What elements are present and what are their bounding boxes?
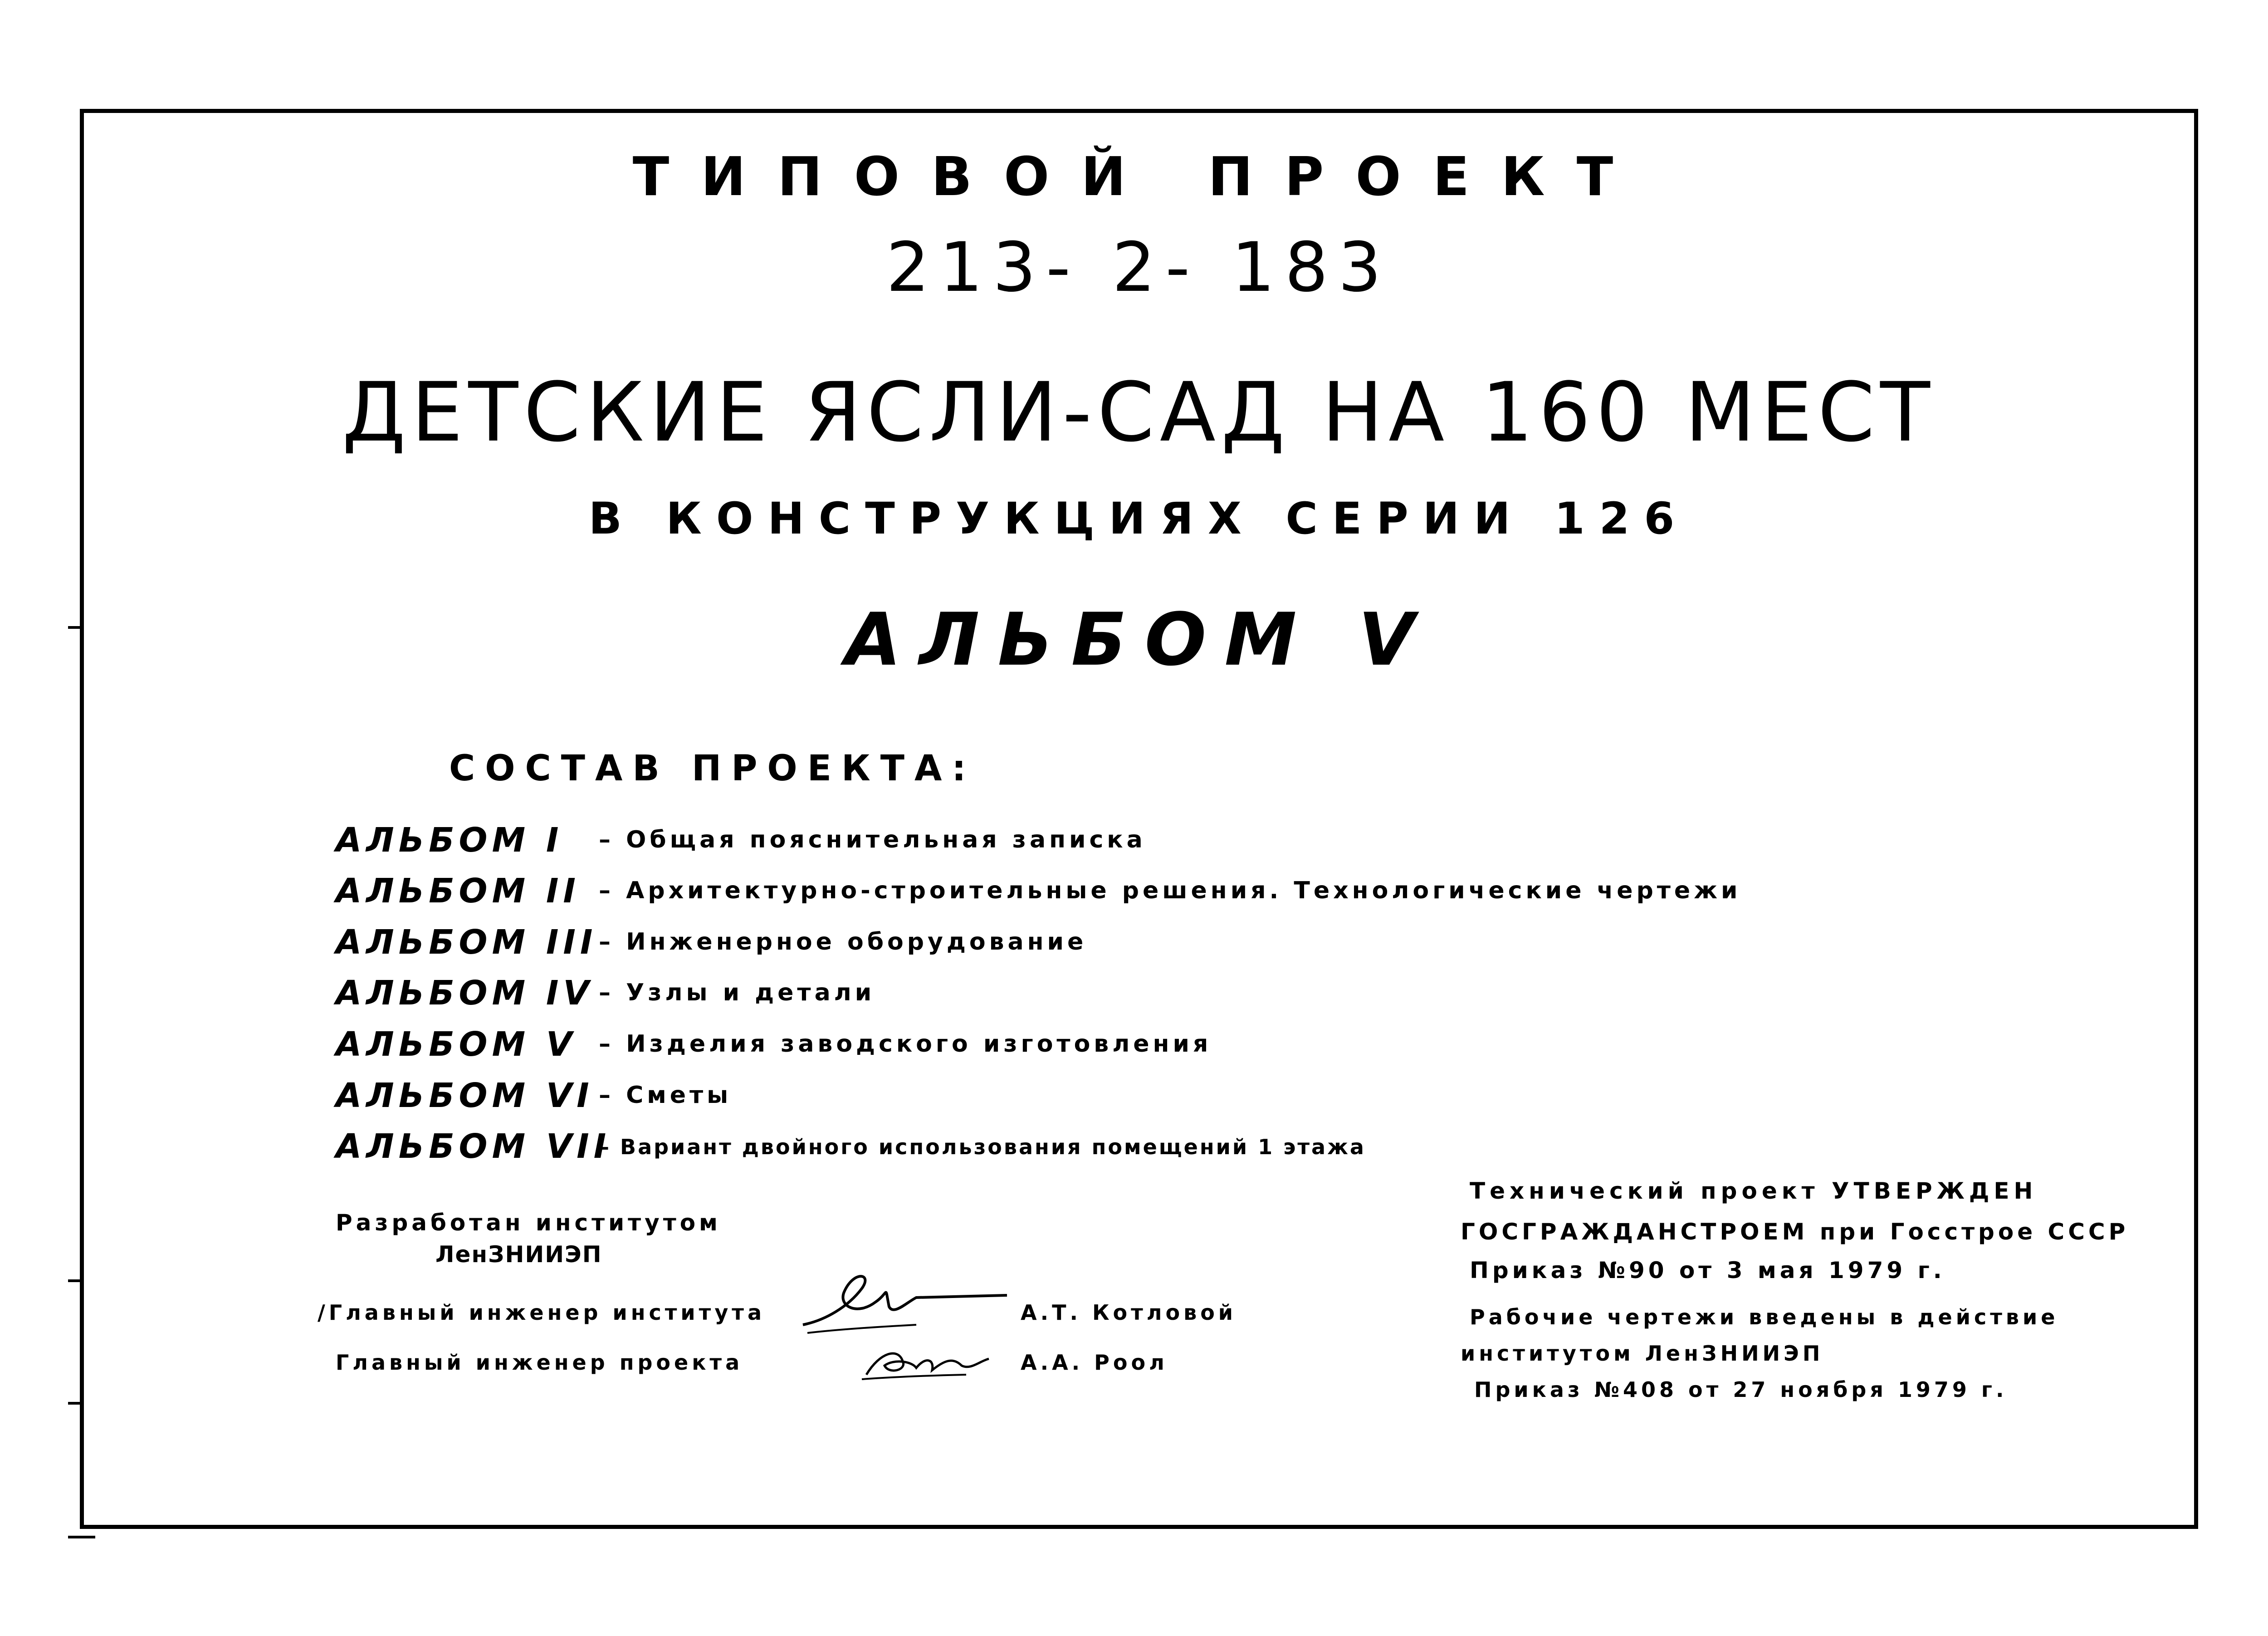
album-description: – Вариант двойного использования помещений 1 этажа: [599, 1135, 1366, 1159]
album-label: АЛЬБОМ IV: [336, 974, 594, 1013]
developer-label: Разработан институтом: [336, 1210, 721, 1236]
doc-type-heading: ТИПОВОЙ ПРОЕКТ: [632, 145, 1645, 208]
project-engineer-signature: [857, 1334, 993, 1388]
project-engineer-label: Главный инженер проекта: [336, 1350, 743, 1375]
margin-tick: [68, 1536, 95, 1538]
album-description: – Узлы и детали: [599, 979, 875, 1006]
album-description: – Архитектурно-строительные решения. Технологические чертежи: [599, 877, 1741, 904]
project-title: ДЕТСКИЕ ЯСЛИ-САД НА 160 МЕСТ: [342, 365, 1936, 460]
approval-line: институтом ЛенЗНИИЭП: [1461, 1341, 1824, 1366]
album-description: – Инженерное оборудование: [599, 928, 1087, 955]
approval-line: Технический проект УТВЕРЖДЕН: [1470, 1178, 2038, 1204]
chief-engineer-signature: [798, 1252, 1016, 1343]
album-label: АЛЬБОМ I: [336, 821, 563, 860]
album-label: АЛЬБОМ III: [336, 923, 597, 962]
chief-engineer-name: А.Т. Котловой: [1021, 1300, 1237, 1325]
album-description: – Сметы: [599, 1082, 732, 1109]
composition-title: СОСТАВ ПРОЕКТА:: [449, 748, 976, 789]
album-label: АЛЬБОМ VI: [336, 1076, 594, 1115]
approval-line: ГОСГРАЖДАНСТРОЕМ при Госстрое СССР: [1461, 1219, 2129, 1245]
album-label: АЛЬБОМ VII: [336, 1127, 611, 1166]
album-label: АЛЬБОМ II: [336, 872, 580, 911]
project-subtitle: В КОНСТРУКЦИЯХ СЕРИИ 126: [588, 493, 1689, 544]
chief-engineer-label: /Главный инженер института: [318, 1300, 766, 1325]
album-description: – Изделия заводского изготовления: [599, 1030, 1212, 1058]
margin-tick: [68, 1279, 82, 1282]
approval-line: Приказ №90 от 3 мая 1979 г.: [1470, 1257, 1945, 1283]
developer-institute: ЛенЗНИИЭП: [435, 1241, 602, 1268]
project-engineer-name: А.А. Роол: [1021, 1350, 1168, 1375]
album-heading: АЛЬБОМ V: [845, 597, 1433, 682]
margin-tick: [68, 1402, 82, 1405]
album-label: АЛЬБОМ V: [336, 1025, 577, 1064]
project-number: 213- 2- 183: [886, 228, 1392, 307]
album-description: – Общая пояснительная записка: [599, 826, 1146, 853]
approval-line: Рабочие чертежи введены в действие: [1470, 1305, 2059, 1329]
approval-line: Приказ №408 от 27 ноября 1979 г.: [1474, 1377, 2008, 1402]
